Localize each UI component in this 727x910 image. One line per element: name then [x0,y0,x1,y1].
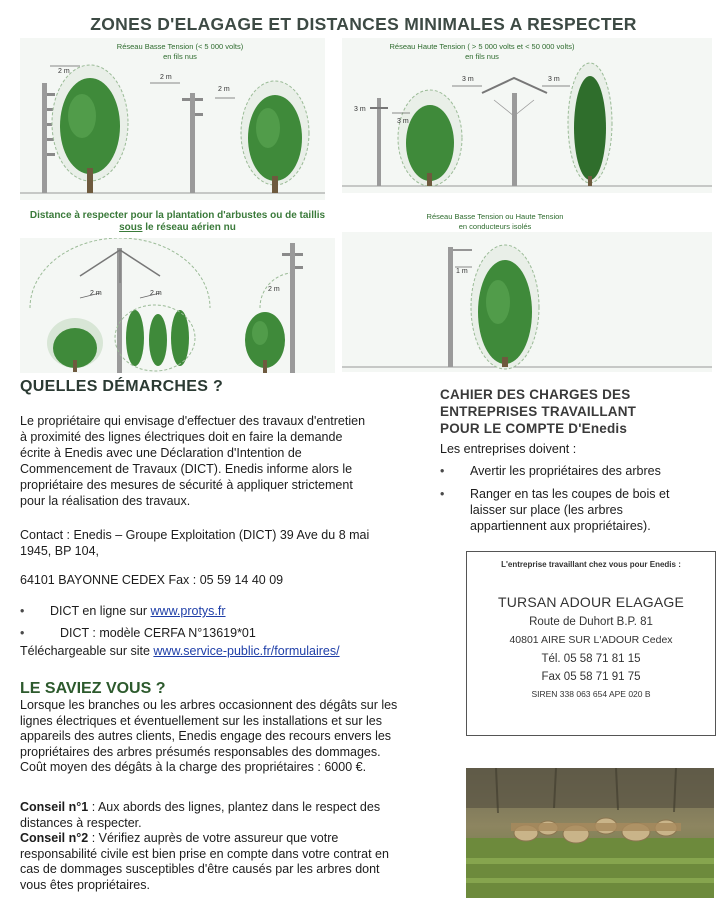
plantation-distance-pole: 2 m [268,286,280,293]
conseil-2 [20,831,460,847]
saviez-heading: LE SAVIEZ VOUS ? [20,680,166,697]
company-address-1: Route de Duhort B.P. 81 [529,616,653,628]
bt-distance-middle: 2 m [160,74,172,81]
contact-line-3: 64101 BAYONNE CEDEX Fax : 05 59 14 40 09 [20,573,284,587]
company-fax: Fax 05 58 71 91 75 [541,671,641,683]
plantation-caption-under: sous [119,222,143,233]
plantation-distance-right: 2 m [150,290,162,297]
bt-distance-right: 2 m [218,86,230,93]
diagram-bt-fils-nus [20,38,325,200]
demarches-line: Commencement de Travaux (DICT). Enedis informe alors le [20,462,353,476]
conseil-2-text: : Vérifiez auprès de votre assureur que votre [88,831,339,845]
download-text: Téléchargeable sur site [20,644,154,658]
diagram-bt-label-2: en fils nus [163,52,197,61]
diagram-plantation [20,238,335,373]
saviez-line: lignes électriques et éventuellement sur les installations et sur les [20,713,382,728]
demarches-line: Le propriétaire qui envisage d'effectuer des travaux d'entretien [20,414,366,428]
isole-caption-1: Réseau Basse Tension ou Haute Tension [426,212,564,221]
cahier-heading [440,386,720,437]
diagram-isole [342,232,712,372]
bt-distance-left: 2 m [58,68,70,75]
saviez-line: propriétaires des arbres présumés responsables des dommages. [20,744,381,759]
diagram-isole-drawing [342,232,712,372]
bullet-icon: • [20,626,25,640]
cahier-bullet-1 [440,463,720,479]
download-line [20,643,340,659]
conseil-1-text: : Aux abords des lignes, plantez dans le respect des [88,800,381,814]
diagram-bt-label-1: Réseau Basse Tension (< 5 000 volts) [116,42,244,51]
service-public-link[interactable]: www.service-public.fr/formulaires/ [153,644,340,658]
contact-block [20,527,440,559]
cahier-heading-line: POUR LE COMPTE D'Enedis [440,421,628,436]
cut-wood-photo [466,768,714,898]
cahier-bullet-1-text: Avertir les propriétaires des arbres [470,464,661,478]
ht-distance-left: 3 m [354,106,366,113]
company-address-2: 40801 AIRE SUR L'ADOUR Cedex [509,634,673,646]
conseil-2-line: cas de dommages susceptibles d'être causés par les arbres dont [20,862,380,876]
company-card-header: L'entreprise travaillant chez vous pour Enedis : [501,560,681,569]
ht-distance-tree: 3 m [397,118,409,125]
conseils-block [20,800,460,893]
contact-line-2: 1945, BP 104, [20,544,100,558]
demarches-heading: QUELLES DÉMARCHES ? [20,378,224,395]
bullet-cerfa [20,625,256,641]
cahier-bullet-2 [440,486,720,534]
ht-distance-right: 3 m [548,76,560,83]
cut-wood-photo-drawing [466,768,714,898]
saviez-line: Coût moyen des dégâts à la charge des propriétaires : 6000 €. [20,760,367,774]
contact-line-1: Contact : Enedis – Groupe Exploitation (DICT) 39 Ave du 8 mai [20,528,370,542]
demarches-line: à proximité des lignes électriques doit en faire la demande [20,430,343,444]
demarches-line: propriétaire des mesures de sécurité à appliquer strictement [20,478,353,492]
bullet-icon: • [440,464,445,478]
saviez-line: appareils des autres clients, Enedis engage des recours envers les [20,729,392,743]
bullet-icon: • [20,604,25,618]
company-tel: Tél. 05 58 71 81 15 [541,653,641,665]
cahier-bullet-2-line: laisser sur place (les arbres [470,503,623,517]
bullet-icon: • [440,487,445,501]
isole-distance: 1 m [456,268,468,275]
conseil-2-label: Conseil n°2 [20,831,89,845]
conseil-1 [20,800,460,816]
conseil-1-label: Conseil n°1 [20,800,89,814]
plantation-caption-rest: le réseau aérien nu [142,222,236,233]
ht-distance-middle: 3 m [462,76,474,83]
plantation-distance-left: 2 m [90,290,102,297]
cahier-bullet-2-line: appartiennent aux propriétaires). [470,519,651,533]
bullet-cerfa-text: DICT : modèle CERFA N°13619*01 [60,626,256,640]
plantation-caption-1: Distance à respecter pour la plantation d'arbustes ou de taillis [29,210,326,221]
demarches-paragraph [20,413,440,509]
cahier-heading-line: ENTREPRISES TRAVAILLANT [440,404,637,419]
cahier-bullet-2-line: Ranger en tas les coupes de bois et [470,487,670,501]
saviez-paragraph [20,698,460,776]
conseil-2-line: responsabilité civile est bien prise en compte dans votre contrat en [20,846,389,861]
company-name: TURSAN ADOUR ELAGAGE [497,594,685,610]
saviez-line: Lorsque les branches ou les arbres occasionnent des dégâts sur les [20,698,398,712]
demarches-line: écrite à Enedis avec une Déclaration d'Intention de [20,446,302,460]
page-title: ZONES D'ELAGAGE ET DISTANCES MINIMALES A RESPECTER [90,14,637,34]
conseil-1-text-2: distances à respecter. [20,815,142,830]
diagram-ht-drawing [342,38,712,193]
demarches-line: pour la réalisation des travaux. [20,494,191,508]
company-card [466,551,716,736]
conseil-2-line: vous êtes propriétaires. [20,877,150,892]
diagram-bt-drawing [20,38,325,200]
bullet-dict-online-text: DICT en ligne sur [50,604,151,618]
diagram-ht-fils-nus [342,38,712,193]
company-siren: SIREN 338 063 654 APE 020 B [531,689,651,699]
bullet-dict-online [20,603,226,619]
diagram-ht-label-2: en fils nus [465,52,499,61]
plantation-caption-2 [20,222,335,234]
protys-link[interactable]: www.protys.fr [150,604,226,618]
diagram-plantation-drawing [20,238,335,373]
cahier-heading-line: CAHIER DES CHARGES DES [440,387,631,402]
diagram-ht-label-1: Réseau Haute Tension ( > 5 000 volts et < 50 000 volts) [389,42,575,51]
isole-caption-2: en conducteurs isolés [458,222,532,231]
cahier-intro: Les entreprises doivent : [440,442,577,456]
